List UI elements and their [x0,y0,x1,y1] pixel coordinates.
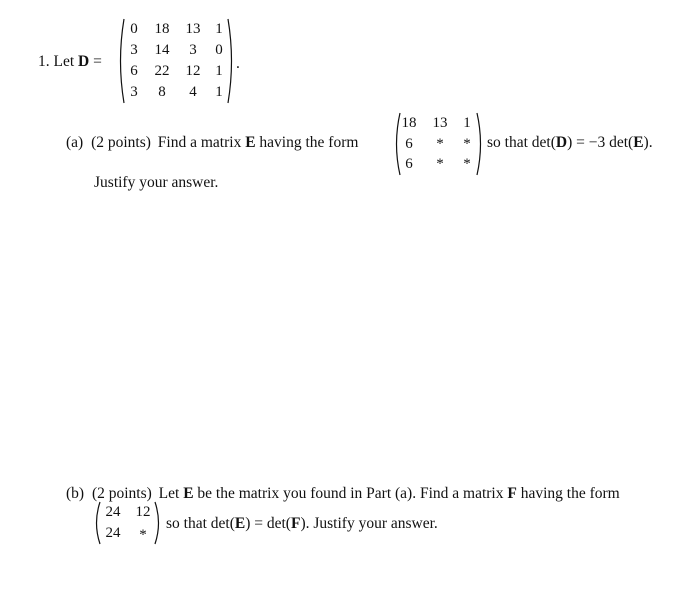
part-b-symbol-e-2: E [234,515,246,532]
matrix-d-cell: 3 [130,84,138,100]
matrix-e-cell: 18 [401,115,417,131]
matrix-d-cell: 3 [189,42,197,58]
matrix-symbol-d: D [78,53,90,70]
problem-number: 1. [38,53,50,70]
let-text: Let [53,53,75,70]
part-b-text-5: ) = det( [245,515,291,532]
matrix-d-period: . [236,55,240,72]
matrix-d-cell: 4 [189,84,197,100]
part-a-justify: Justify your answer. [94,174,219,191]
part-b-text-2: be the matrix you found in Part (a). Find a matrix [197,485,504,502]
matrix-e-cell: * [463,156,471,172]
matrix-f-cell: * [139,527,147,543]
matrix-e-cell: 13 [432,115,448,131]
part-a-end: ). [643,134,653,151]
part-a-so-that: so that det( [487,134,556,151]
matrix-d-cell: 14 [154,42,170,58]
matrix-d-cell: 0 [215,42,223,58]
part-a-label: (a) [66,134,84,151]
part-a-text-1: Find a matrix [157,134,242,151]
matrix-d-cell: 18 [154,21,170,37]
matrix-d-cell: 0 [130,21,138,37]
part-b-symbol-f: F [507,485,517,502]
part-a-points: (2 points) [91,134,151,151]
matrix-e-cell: 6 [405,156,413,172]
part-b-text-1: Let [158,485,180,502]
part-b-condition [166,515,438,533]
part-b-symbol-f-2: F [290,515,301,532]
part-a-text-2: having the form [259,134,359,151]
matrix-e-cell: * [463,136,471,152]
equals-sign: = [93,53,102,70]
part-a-symbol-d: D [555,134,568,151]
matrix-f-cell: 24 [105,504,121,520]
matrix-f-cell: 12 [135,504,151,520]
matrix-d-cell: 13 [185,21,201,37]
part-a-prompt [66,134,358,152]
part-b-text-6: ). Justify your answer. [300,515,438,532]
matrix-d-cell: 1 [215,21,223,37]
matrix-e-cell: 1 [463,115,471,131]
matrix-d-cell: 12 [185,63,201,79]
matrix-e-cell: 6 [405,136,413,152]
part-a-mid: ) = −3 det( [567,134,634,151]
part-b-points: (2 points) [91,485,152,502]
part-b-prompt [66,485,620,503]
part-a-condition [487,134,653,152]
part-a-symbol-e-2: E [633,134,644,151]
matrix-d-cell: 3 [130,42,138,58]
matrix-d-cell: 6 [130,63,138,79]
part-b-label: (b) [66,485,85,502]
part-b-text-4: so that det( [166,515,235,532]
matrix-d-cell: 8 [158,84,166,100]
matrix-d-cell: 1 [215,63,223,79]
matrix-d-cell: 22 [154,63,170,79]
matrix-e-cell: * [436,136,444,152]
part-b-text-3: having the form [520,485,620,502]
problem-intro [38,53,102,71]
part-a-symbol-e: E [245,134,256,151]
matrix-d-cell: 1 [215,84,223,100]
matrix-f-cell: 24 [105,525,121,541]
matrix-e-cell: * [436,156,444,172]
part-b-symbol-e: E [183,485,194,502]
